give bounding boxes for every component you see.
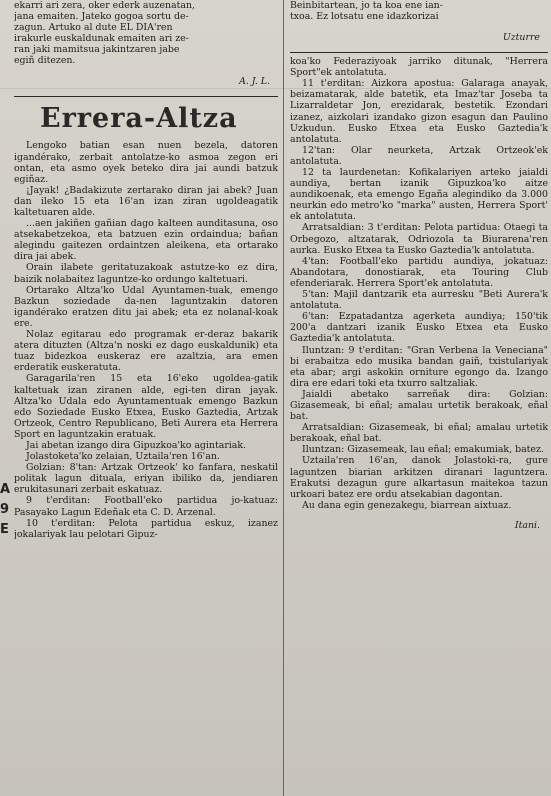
article-paragraph: 12 ta laurdenetan: Kofikalariyen arteko jaialdi aundiya, bertan izanik Gipuzkoa'ko aitze aundikoenak, eta emengo Egaña alegindiko da 3.000 neurkin edo metro'ko "marka" austen, Herrera Sport' ek antolatuta. <box>290 167 548 223</box>
article-paragraph: 11 t'erditan: Aizkora apostua: Galaraga anayak, beizamatarak, alde batetik, eta Imaz'tar Joseba ta Lizarraldetar Jon, erezidarak, bestetik. Ezondari izanez, aizkolari izandako gizon esagun dan Paulino Uzkudun. Eusko Etxea eta Eusko Gaztedia'k antolatuta. <box>290 78 548 145</box>
right-top-fragment <box>290 0 548 43</box>
article-paragraph: Nolaz egitarau edo programak er-deraz bakarik atera dituzten (Altza'n noski ez dago euskaldunik) eta tuaz bidezkoa euskeraz ere azaltzia, ara emen erderatik euskeratuta. <box>14 329 278 374</box>
text-line: egiñ ditezen. <box>14 55 76 67</box>
left-column <box>14 0 278 540</box>
article-paragraph: 5'tan: Majil dantzarik eta aurresku "Beti Aurera'k antolatuta. <box>290 289 548 312</box>
text-line: zagun. Artuko al dute EL DIA'ren <box>14 22 173 34</box>
article-paragraph: Garagarila'ren 15 eta 16'eko ugoldea-gatik kaltetuak izan ziranen alde, egi-ten diran jayak. Altza'ko Udala edo Ayuntamentuak emengo Bazkun edo Soziedade Eusko Etxea, Eusko Gaztedia, Artzak Ortzeok, Centro Republicano, Beti Aurera eta Herrera Sport en laguntzakin eratuak. <box>14 373 278 440</box>
bottom-signature: Itani. <box>514 520 540 532</box>
column-divider <box>283 0 284 796</box>
article-paragraph: 9 t'erditan: Football'eko partidua jo-katuaz: Pasayako Lagun Edeñak eta C. D. Arzenal. <box>14 495 278 518</box>
article-paragraph: Iluntzan: Gizasemeak, lau eñal; emakumiak, batez. <box>302 444 544 456</box>
article-paragraph: ¡Jayak! ¿Badakizute zertarako diran jai abek? Juan dan ileko 15 eta 16'an izan ziran ugoldeagatik kaltetuaren alde. <box>14 184 278 218</box>
right-column <box>290 0 548 541</box>
text-line: irakurle euskaldunak emaiten ari ze- <box>14 33 189 45</box>
article-paragraph: Jai abetan izango dira Gipuzkoa'ko agintariak. <box>26 439 247 451</box>
top-signature: Uzturre <box>502 31 540 43</box>
article-body <box>14 140 278 539</box>
left-top-fragment <box>14 0 278 87</box>
margin-letter: E <box>0 522 9 537</box>
margin-letter: A <box>0 482 11 497</box>
text-line: jana emaiten. Jateko gogoa sortu de- <box>14 11 189 23</box>
article-paragraph: Arratsaldian: Gizasemeak, bi eñal; amalau urtetik berakoak, eñal bat. <box>290 422 548 445</box>
article-paragraph: koa'ko Federaziyoak jarriko ditunak, "Herrera Sport"ek antolatuta. <box>290 56 548 79</box>
text-line: Beinbitartean, jo ta koa ene ian- <box>290 0 443 11</box>
text-line: txoa. Ez lotsatu ene idazkorizai <box>290 11 439 23</box>
article-paragraph: 10 t'erditan: Pelota partidua eskuz, izanez jokalariyak lau pelotari Gipuz- <box>14 517 278 540</box>
article-paragraph: Uztaila'ren 16'an, danok Jolastoki-ra, gure laguntzen biarian arkitzen diranari laguntzera. Erakutsi dezagun gure alkartasun maitekoa tazun urkoari batez ere ordu atsekabian dagontan. <box>290 455 548 500</box>
top-signature: A. J. L. <box>239 75 270 87</box>
article-paragraph: Jolastoketa'ko zelaian, Uztaila'ren 16'an. <box>26 451 220 463</box>
article-body-continued <box>290 56 548 531</box>
article-paragraph: Ortarako Altza'ko Udal Ayuntamen-tuak, emengo Bazkun soziedade da-nen laguntzakin datoren igandérako eratzen ditu jai abek; eta ez nolanal-koak ere. <box>14 284 278 329</box>
margin-letter: 9 <box>0 502 10 517</box>
article-paragraph: Jaialdi abetako sarreñak dira: Golzian: Gizasemeak, bi eñal; amalau urtetik berakoak, eñal bat. <box>290 388 548 423</box>
text-line: ekarri ari zera, oker ederk auzenatan, <box>14 0 196 11</box>
paper-fold <box>0 88 551 89</box>
article-paragraph: Iluntzan: 9 t'erditan: "Gran Verbena la Veneciana" bi erabaitza edo musika bandan gaiñ, txistulariyak eta abar; argi askokin orniture egongo da. Izango dira ere edari toki eta txurro saltzaliak. <box>290 344 548 389</box>
article-paragraph: Orain ilabete geritatuzakoak astutze-ko ez dira, baizik nolabaitez laguntze-ko ordungo kaltetuari. <box>14 262 278 285</box>
article-paragraph: 4'tan: Football'eko partidu aundiya, jokatuaz: Abandotara, donostiarak, eta Touring Club efenderiarak. Herrera Sport'ek antolatuta. <box>290 255 548 289</box>
article-paragraph: 6'tan: Ezpatadantza agerketa aundiya; 150'tik 200'a dantzari izanik Eusko Etxea eta Eusko Gaztedia'k antolatuta. <box>290 311 548 345</box>
section-rule <box>290 52 548 53</box>
article-paragraph: Arratsaldian: 3 t'erditan: Pelota partidua: Otaegi ta Orbegozo, altzatarak, Odriozola ta Biurarena'ren aurka. Eusko Etxea ta Eusko Gaztedia'k antolatuta. <box>290 222 548 256</box>
margin-marks <box>0 480 10 540</box>
article-headline: Errera-Altza <box>40 103 238 135</box>
text-line: ran jaki mamitsua jakintzaren jabe <box>14 44 180 56</box>
article-paragraph: 12'tan: Olar neurketa, Artzak Ortzeok'ek antolatuta. <box>290 144 548 167</box>
article-paragraph: Golzian: 8'tan: Artzak Ortzeok' ko fanfara, neskatil politak lagun dituala, eriyan ibiliko da, jendiaren erukitasunari zerbait eskatuaz. <box>14 462 278 496</box>
article-paragraph: Au dana egin genezakegu, biarrean aixtuaz. <box>302 499 512 511</box>
section-rule <box>14 96 278 97</box>
article-paragraph: ...aen jakiñen gañian dago kalteen aunditasuna, oso atsekabetzekoa, eta batzuen ezin ordaindua; bañan alegindu gaitezen ordaintzen aleikena, eta ortarako dira jai abek. <box>14 218 278 263</box>
article-paragraph: Lengoko batian esan nuen bezela, datoren igandérako, zerbait antolatze-ko asmoa zegon eri ontan, eta asmo oyek beteko dira jai aundi batzuk egiñaz. <box>14 140 278 185</box>
